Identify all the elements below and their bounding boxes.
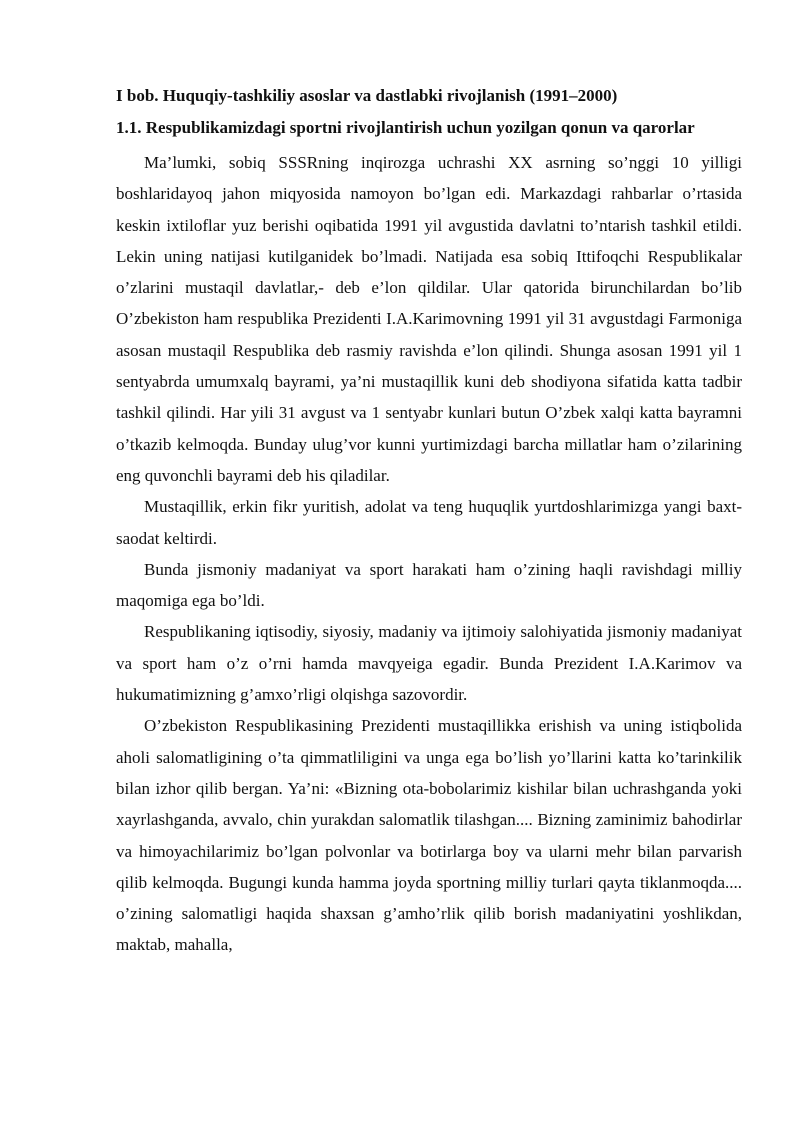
paragraph-2: Mustaqillik, erkin fikr yuritish, adolat va teng huquqlik yurtdoshlarimizga yangi baxt-saodat keltirdi. [116, 497, 742, 548]
chapter-title: I bob. Huquqiy-tashkiliy asoslar va dastlabki rivojlanish (1991–2000) [116, 86, 618, 105]
document-page [116, 84, 742, 961]
paragraph-4: Respublikaning iqtisodiy, siyosiy, madaniy va ijtimoiy salohiyatida jismoniy madaniyat va sport ham o’z o’rni hamda mavqyeiga egadir. Bunda Prezident I.A.Karimov va hukumatimizning g’amxo’rligi olqishga sazovordir. [116, 622, 742, 705]
paragraph-5: O’zbekiston Respublikasining Prezidenti mustaqillikka erishish va uning istiqbolida aholi salomatligining o’ta qimmatliligini va unga ega bo’lish yo’llarini katta ko’tarinkilik bilan izhor qilib bergan. Ya’ni: «Bizning ota-bobolarimiz kishilar bilan uchrashganda yoki xayrlashganda, avvalo, chin yurakdan salomatlik tilashgan.... Bizning zaminimiz bahodirlar va himoyachilarimiz bo’lgan polvonlar va botirlarga boy va ularni mehr bilan parvarish qilib kelmoqda. Bugungi kunda hamma joyda sportning milliy turlari qayta tiklanmoqda.... o’zining salomatligi haqida shaxsan g’amho’rlik qilib borish madaniyatini yoshlikdan, maktab, mahalla, [116, 716, 742, 955]
paragraph-3: Bunda jismoniy madaniyat va sport harakati ham o’zining haqli ravishdagi milliy maqomiga ega bo’ldi. [116, 559, 742, 611]
paragraph-1: Ma’lumki, sobiq SSSRning inqirozga uchrashi XX asrning so’nggi 10 yilligi boshlaridayoq jahon miqyosida namoyon bo’lgan edi. Markazdagi rahbarlar o’rtasida keskin ixtiloflar yuz berishi oqibatida 1991 yil avgustida davlatni to’ntarish tashkil etildi. Lekin uning natijasi kutilganidek bo’lmadi. Natijada esa sobiq Ittifoqchi Respublikalar o’zlarini mustaqil davlatlar,- deb e’lon qildilar. Ular qatorida birunchilardan bo’lib O’zbekiston ham respublika Prezidenti I.A.Karimovning 1991 yil 31 avgustdagi Farmoniga asosan mustaqil Respublika deb rasmiy ravishda e’lon qilindi. Shunga asosan 1991 yil 1 sentyabrda umumxalq bayrami, ya’ni mustaqillik kuni deb shodiyona sifatida katta tadbir tashkil qilindi. Har yili 31 avgust va 1 sentyabr kunlari butun O’zbek xalqi katta bayramni o’tkazib kelmoqda. Bunday ulug’vor kunni yurtimizdagi barcha millatlar ham o’zilarining eng quvonchli bayrami deb his qiladilar. [116, 153, 742, 485]
section-title: 1.1. Respublikamizdagi sportni rivojlantirish uchun yozilgan qonun va qarorlar [116, 118, 695, 137]
